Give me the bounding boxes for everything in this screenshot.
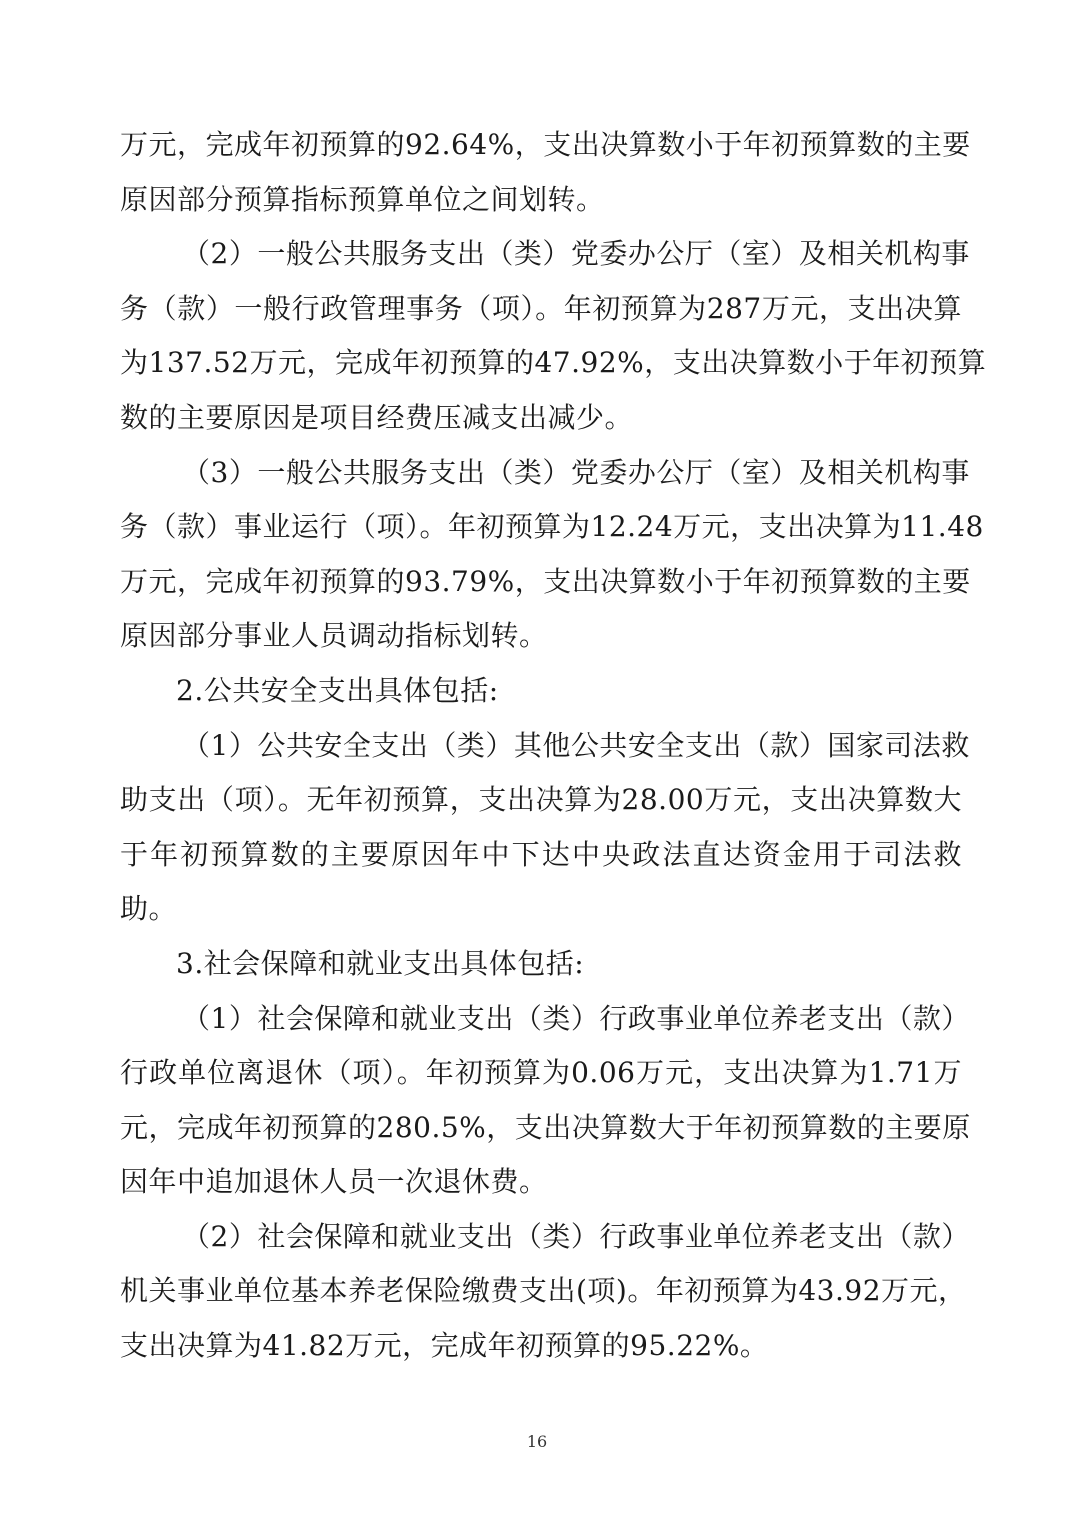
text-line: 万元，完成年初预算的92.64%，支出决算数小于年初预算数的主要 — [120, 128, 971, 161]
text-line: 原因部分事业人员调动指标划转。 — [120, 619, 548, 653]
text-line: 万元，完成年初预算的93.79%，支出决算数小于年初预算数的主要 — [120, 564, 971, 598]
text-line: （1）社会保障和就业支出（类）行政事业单位养老支出（款） — [182, 1001, 970, 1035]
section-heading: 3.社会保障和就业支出具体包括: — [176, 946, 585, 980]
text-line: 行政单位离退休（项）。年初预算为0.06万元，支出决算为1.71万 — [120, 1056, 962, 1090]
text-line: （2）社会保障和就业支出（类）行政事业单位养老支出（款） — [182, 1219, 970, 1253]
text-line: 支出决算为41.82万元，完成年初预算的95.22%。 — [120, 1329, 769, 1363]
text-line: 因年中追加退休人员一次退休费。 — [120, 1165, 548, 1199]
text-line: 机关事业单位基本养老保险缴费支出(项)。年初预算为43.92万元， — [120, 1274, 967, 1308]
text-line: 原因部分预算指标预算单位之间划转。 — [120, 182, 605, 216]
text-line: 务（款）一般行政管理事务（项）。年初预算为287万元，支出决算 — [120, 291, 962, 325]
section-heading: 2.公共安全支出具体包括: — [176, 673, 499, 707]
text-line: 助。 — [120, 892, 178, 926]
text-line: （1）公共安全支出（类）其他公共安全支出（款）国家司法救 — [182, 728, 970, 762]
page-number: 16 — [526, 1432, 548, 1451]
text-line: 于年初预算数的主要原因年中下达中央政法直达资金用于司法救 — [120, 837, 962, 871]
text-line: 助支出（项）。无年初预算，支出决算为28.00万元，支出决算数大 — [120, 783, 962, 817]
text-line: 为137.52万元，完成年初预算的47.92%，支出决算数小于年初预算 — [120, 346, 987, 380]
text-line: （3）一般公共服务支出（类）党委办公厅（室）及相关机构事 — [182, 455, 970, 489]
body-text — [120, 118, 987, 1374]
text-line: （2）一般公共服务支出（类）党委办公厅（室）及相关机构事 — [182, 237, 970, 271]
text-line: 数的主要原因是项目经费压减支出减少。 — [120, 400, 634, 434]
text-line: 务（款）事业运行（项）。年初预算为12.24万元，支出决算为11.48 — [120, 510, 984, 544]
text-line: 元，完成年初预算的280.5%，支出决算数大于年初预算数的主要原 — [120, 1110, 971, 1144]
